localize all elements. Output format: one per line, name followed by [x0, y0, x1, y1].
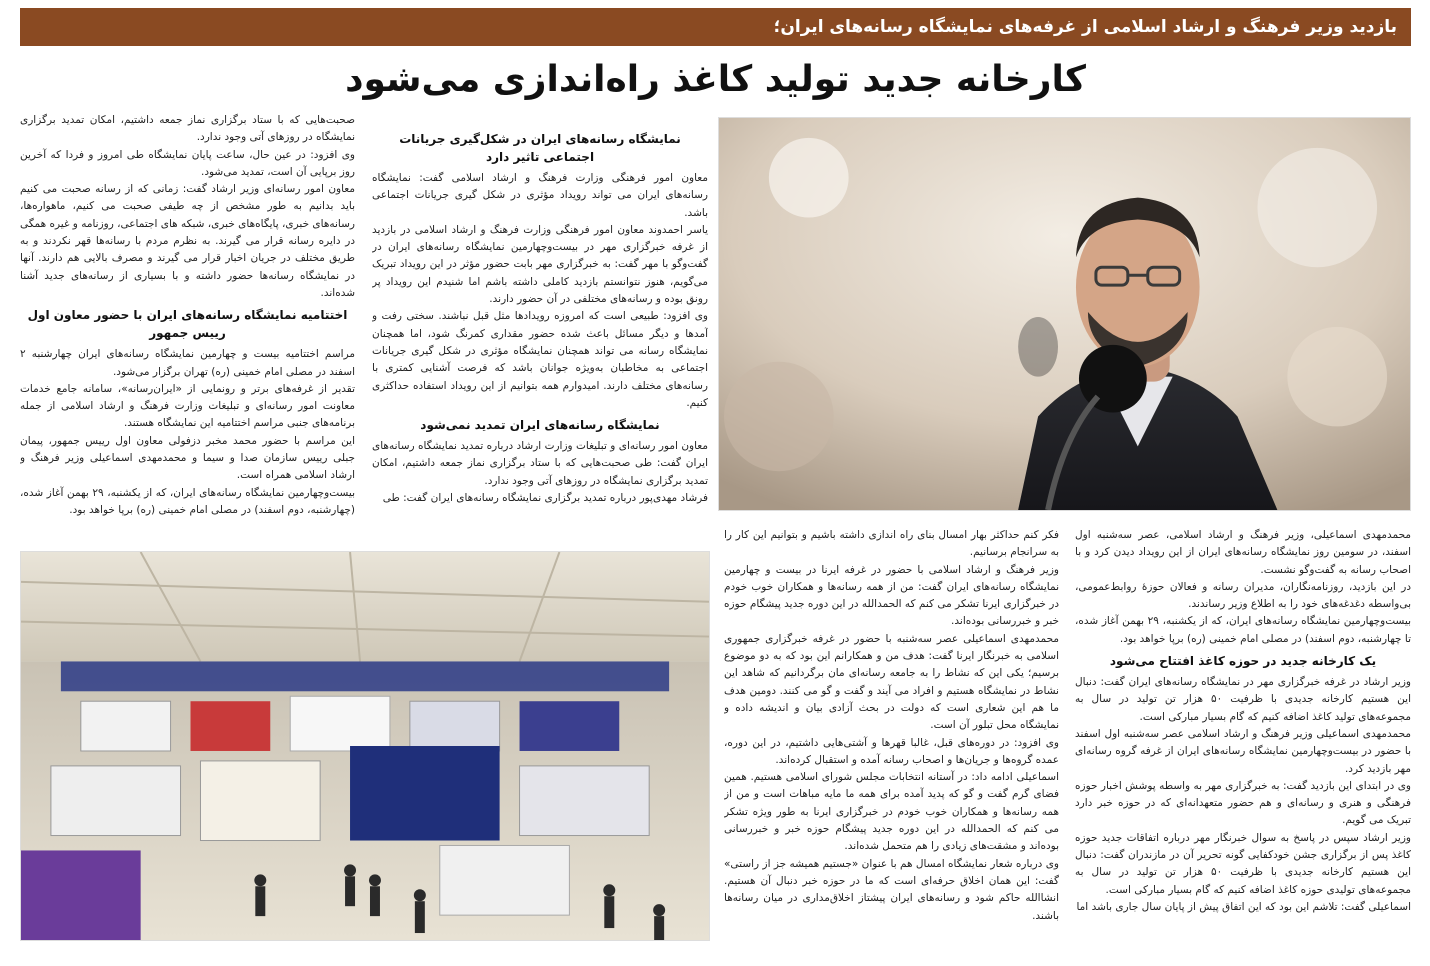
paragraph: معاون امور فرهنگی وزارت فرهنگ و ارشاد اسلامی گفت: نمایشگاه رسانه‌های ایران می تواند رویداد مؤثری در شکل گیری جریانات اجتماعی باشد. [372, 172, 708, 219]
paragraph: وزیر ارشاد در غرفه خبرگزاری مهر در نمایشگاه رسانه‌های ایران گفت: دنبال این هستیم کارخانه جدیدی با ظرفیت ۵۰ هزار تن تولید در سال به مجموعه‌های تولید کاغذ اضافه کنیم که گام بسیار مبارکی است. [1075, 676, 1411, 723]
exhibition-hall-illustration [21, 552, 709, 940]
paragraph: اسماعیلی ادامه داد: در آستانه انتخابات مجلس شورای اسلامی هستیم. همین فضای گرم گفت و گو که پدید آمده برای همه ما مایه مباهات است و من از همه رسانه‌ها و همکاران خوب خودم در خبرگزاری ایرنا به طور ویژه تشکر می کنم که الحمدالله در این دوره جدید پیشگام حوزه خبر و خبررسانی بوده‌اند و مشقت‌های زیادی را هم متحمل شده‌اند. [724, 771, 1059, 853]
paragraph: وی افزود: طبیعی است که امروزه رویدادها مثل قبل نباشند. سختی رفت و آمدها و دیگر مسائل باعث شده حضور مقداری کمرنگ شود، اما همچنان نمایشگاه رسانه می تواند همچنان نمایشگاه مؤثری در شکل گیری جریانات اجتماعی به مخاطبان به‌ویژه جوانان باشد که فرصت آشنایی کمتری با رسانه‌های مختلف دارند. امیدوارم همه بتوانیم از این رویداد استفاده حداکثری کنیم. [372, 310, 708, 409]
paragraph: در این بازدید، روزنامه‌نگاران، مدیران رسانه و فعالان حوزهٔ روابط‌عمومی، بی‌واسطه دغدغه‌های خود را به اطلاع وزیر رساندند. [1075, 580, 1411, 611]
paragraph: محمدمهدی اسماعیلی وزیر فرهنگ و ارشاد اسلامی عصر سه‌شنبه اول اسفند با حضور در بیست‌وچهارمین نمایشگاه رسانه‌های ایران از غرفه گروه رسانه‌ای مهر بازدید کرد. [1075, 727, 1411, 775]
subheading: یک کارخانه جدید در حوزه کاغذ افتتاح می‌شود [1109, 654, 1377, 669]
paragraph: این مراسم با حضور محمد مخبر دزفولی معاون اول رییس جمهور، پیمان جبلی رییس سازمان صدا و سیما و محمدمهدی اسماعیلی وزیر فرهنگ و ارشاد اسلامی همراه است. [20, 434, 355, 482]
column-far-left [20, 112, 355, 540]
paragraph: محمدمهدی اسماعیلی، وزیر فرهنگ و ارشاد اسلامی، عصر سه‌شنبه اول اسفند، در سومین روز نمایشگاه رسانه‌های ایران از این رویداد دیدن کرد و با اصحاب رسانه به گفت‌وگو نشست. [1075, 529, 1411, 576]
paragraph: محمدمهدی اسماعیلی عصر سه‌شنبه با حضور در غرفه خبرگزاری جمهوری اسلامی به خبرنگار ایرنا گفت: هدف من و همکارانم این بود که به دو موضوع برسیم؛ یکی این که نشاط را به جامعه رسانه‌ای مان برگردانیم که شاهد این نشاط در نمایشگاه هستیم و افراد می آیند و گفت و گو می کنند. دومین هدف ما هم این شعاری است که دولت در بحث آزادی بیان و اندیشه داده و نمایشگاه محل تبلور آن است. [724, 632, 1059, 732]
paragraph: تقدیر از غرفه‌های برتر و رونمایی از «ایران‌رسانه»، سامانه جامع خدمات معاونت امور رسانه‌ای و تبلیغات وزارت فرهنگ و ارشاد اسلامی از جمله برنامه‌های جنبی مراسم اختتامیه این نمایشگاه هستند. [20, 382, 355, 430]
paragraph: مراسم اختتامیه بیست و چهارمین نمایشگاه رسانه‌های ایران چهارشنبه ۲ اسفند در مصلی امام خمینی (ره) تهران برگزار می‌شود. [20, 348, 355, 378]
minister-photo [718, 117, 1411, 511]
paragraph: وی افزود: در عین حال، ساعت پایان نمایشگاه طی امروز و فردا که آخرین روز برپایی آن است، تمدید می‌شود. [20, 148, 355, 178]
column-bottom-right [1075, 527, 1411, 947]
paragraph: بیست‌وچهارمین نمایشگاه رسانه‌های ایران، که از یکشنبه، ۲۹ بهمن آغاز شده، (چهارشنبه، دوم اسفند) در مصلی امام خمینی (ره) برپا خواهد بود. [20, 486, 355, 516]
paragraph: صحبت‌هایی که با ستاد برگزاری نماز جمعه داشتیم، امکان تمدید برگزاری نمایشگاه در روزهای آتی وجود ندارد. [20, 114, 355, 144]
subheading: اختتامیه نمایشگاه رسانه‌های ایران با حضور معاون اول رییس جمهور [27, 308, 348, 341]
exhibition-hall-photo [20, 551, 710, 941]
subheading: نمایشگاه رسانه‌های ایران در شکل‌گیری جریانات اجتماعی تاثیر دارد [399, 132, 681, 164]
paragraph: وزیر ارشاد سپس در پاسخ به سوال خبرنگار مهر درباره اتفاقات جدید حوزه کاغذ پس از برگزاری جشن خودکفایی گونه تحریر آن در مازندران گفت: دنبال این هستیم کارخانه جدیدی با ظرفیت ۵۰ هزار تن تولید در سال به مجموعه‌های تولیدی حوزه کاغذ اضافه کنیم که گام بسیار مبارکی است. [1075, 831, 1411, 896]
column-bottom-mid [724, 527, 1059, 947]
paragraph: معاون امور رسانه‌ای و تبلیغات وزارت ارشاد درباره تمدید نمایشگاه رسانه‌های ایران گفت: طی صحبت‌هایی که با ستاد برگزاری نماز جمعه داشتیم، امکان تمدید برگزاری نمایشگاه در روزهای آتی وجود ندارد. [372, 440, 708, 487]
paragraph: بیست‌وچهارمین نمایشگاه رسانه‌های ایران، که از یکشنبه، ۲۹ بهمن آغاز شده، تا چهارشنبه، دوم اسفند) در مصلی امام خمینی (ره) برپا خواهد بود. [1075, 615, 1411, 645]
paragraph: وزیر فرهنگ و ارشاد اسلامی با حضور در غرفه ایرنا در بیست و چهارمین نمایشگاه رسانه‌های ایران گفت: من از همه رسانه‌ها و همکاران خوب خودم در خبرگزاری ایرنا تشکر می کنم که الحمدالله در این دوره جدید پیشگام حوزه خبر و خبررسانی بوده‌اند. [724, 563, 1059, 628]
paragraph: یاسر احمدوند معاون امور فرهنگی وزارت فرهنگ و ارشاد اسلامی در بازدید از غرفه خبرگزاری مهر در بیست‌وچهارمین نمایشگاه رسانه‌های ایران در گفت‌وگو با مهر گفت: به خبرگزاری مهر بابت حضور مؤثر در این رویداد تبریک می‌گویم، هنوز نتوانستم بازدید کاملی داشته باشم اما شنیدم این رویداد پر رونق بوده و رسانه‌های مختلفی در آن حضور دارند. [372, 223, 708, 306]
paragraph: فرشاد مهدی‌پور درباره تمدید برگزاری نمایشگاه رسانه‌های ایران گفت: طی [382, 492, 708, 505]
paragraph: وی در ابتدای این بازدید گفت: به خبرگزاری مهر به واسطه پوشش اخبار حوزه فرهنگی و هنری و رسانه‌ای و هم حضور متعهدانه‌ای که در حوزه خبر دارد تبریک می گویم. [1075, 779, 1411, 827]
paragraph: وی درباره شعار نمایشگاه امسال هم با عنوان «جستیم همیشه جز از راستی» گفت: این همان اخلاق حرفه‌ای است که ما در حوزه خبر دنبال آن هستیم. انشاالله حاکم شود و رسانه‌های ایران پیشتاز اخلاق‌مداری در میان رسانه‌ها باشند. [724, 857, 1059, 922]
minister-photo-illustration [719, 118, 1410, 510]
kicker-banner: بازدید وزیر فرهنگ و ارشاد اسلامی از غرفه‌های نمایشگاه رسانه‌های ایران؛ [20, 8, 1411, 46]
subheading: نمایشگاه رسانه‌های ایران تمدید نمی‌شود [420, 418, 660, 433]
paragraph: وی افزود: در دوره‌های قبل، غالبا قهرها و آشتی‌هایی داشتیم، در این دوره، عمده گروه‌ها و جریان‌ها و اصحاب رسانه آمده و استقبال کرده‌اند. [724, 736, 1059, 766]
column-mid-left [372, 126, 708, 536]
headline: کارخانه جدید تولید کاغذ راه‌اندازی می‌شود [345, 59, 1086, 100]
paragraph: اسماعیلی گفت: تلاشم این بود که این اتفاق پیش از پایان سال جاری باشد اما [1076, 900, 1411, 913]
paragraph: معاون امور رسانه‌ای وزیر ارشاد گفت: زمانی که از رسانه صحبت می کنیم باید بدانیم به طور مشخص از چه طیفی صحبت می کنیم، ماهواره‌ها، رسانه‌های خبری، پایگاه‌های خبری، شبکه های اجتماعی، روزنامه و غیره همگی در دایره رسانه قرار می گیرند. به نظرم مردم با رسانه‌ها قهر نکردند و به طریق مختلف در جریان اخبار قرار می گیرند و مصرف بالایی هم دارند. آنها در نمایشگاه رسانه‌ها حضور داشته و با بسیاری از رسانه‌های جدید آشنا شده‌اند. [20, 183, 355, 299]
paragraph: فکر کنم حداکثر بهار امسال بنای راه اندازی داشته باشیم و بتوانیم این کار را به سرانجام برسانیم. [724, 529, 1059, 559]
